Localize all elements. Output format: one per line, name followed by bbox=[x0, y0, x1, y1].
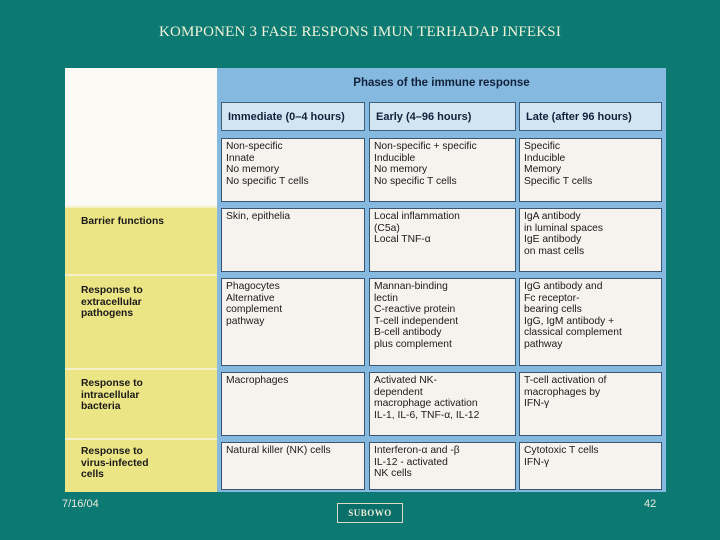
table-cell: Macrophages bbox=[221, 372, 365, 436]
table-cell: Local inflammation (C5a) Local TNF-α bbox=[369, 208, 516, 272]
table-cell: Natural killer (NK) cells bbox=[221, 442, 365, 490]
row-label-intracellular: Response to intracellular bacteria bbox=[81, 378, 143, 412]
phase-late: Late (after 96 hours) bbox=[519, 102, 662, 131]
table-cell: Skin, epithelia bbox=[221, 208, 365, 272]
immune-response-table bbox=[65, 68, 666, 492]
row-label-extracellular: Response to extracellular pathogens bbox=[81, 285, 143, 319]
table-header: Phases of the immune response bbox=[217, 68, 666, 98]
slide-date: 7/16/04 bbox=[62, 498, 99, 510]
table-cell: Phagocytes Alternative complement pathway bbox=[221, 278, 365, 366]
slide-title: KOMPONEN 3 FASE RESPONS IMUN TERHADAP INFEKSI bbox=[158, 24, 562, 40]
divider bbox=[65, 274, 217, 276]
table-cell: IgA antibody in luminal spaces IgE antibody on mast cells bbox=[519, 208, 662, 272]
phase-header-row bbox=[217, 98, 666, 134]
divider bbox=[65, 368, 217, 370]
divider bbox=[65, 438, 217, 440]
table-corner bbox=[65, 68, 217, 206]
table-cell: Activated NK- dependent macrophage activation IL-1, IL-6, TNF-α, IL-12 bbox=[369, 372, 516, 436]
author-box: SUBOWO bbox=[337, 503, 403, 523]
table-cell: Specific Inducible Memory Specific T cells bbox=[519, 138, 662, 202]
phase-early: Early (4–96 hours) bbox=[369, 102, 516, 131]
table-cell: Cytotoxic T cells IFN-γ bbox=[519, 442, 662, 490]
table-cell: Non-specific Innate No memory No specific T cells bbox=[221, 138, 365, 202]
table-cell: Interferon-α and -β IL-12 - activated NK cells bbox=[369, 442, 516, 490]
table-cell: T-cell activation of macrophages by IFN-γ bbox=[519, 372, 662, 436]
phase-immediate: Immediate (0–4 hours) bbox=[221, 102, 365, 131]
table-cell: Non-specific + specific Inducible No memory No specific T cells bbox=[369, 138, 516, 202]
divider bbox=[65, 206, 217, 208]
row-label-barrier: Barrier functions bbox=[81, 216, 164, 227]
table-cell: Mannan-binding lectin C-reactive protein T-cell independent B-cell antibody plus complement bbox=[369, 278, 516, 366]
table-body bbox=[217, 134, 666, 492]
page-number: 42 bbox=[644, 498, 657, 510]
table-cell: IgG antibody and Fc receptor- bearing cells IgG, IgM antibody + classical complement pathway bbox=[519, 278, 662, 366]
row-label-virus: Response to virus-infected cells bbox=[81, 446, 149, 480]
